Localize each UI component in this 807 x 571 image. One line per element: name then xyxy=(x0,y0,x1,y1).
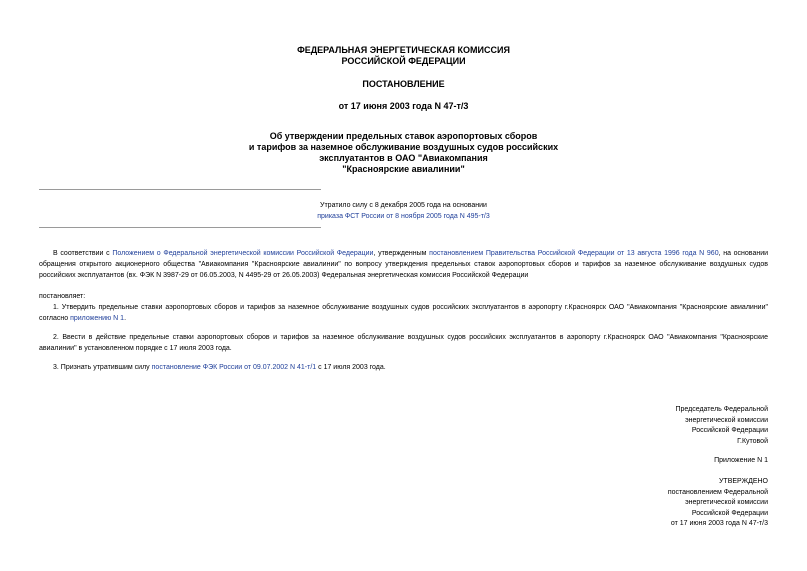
divider-bottom xyxy=(39,227,321,228)
signature-line3: Российской Федерации xyxy=(691,427,768,434)
signature-name: Г.Кутовой xyxy=(737,437,768,445)
preamble-paragraph: В соответствии с Положением о Федеральной энергетической комиссии Российской Федерации, утвержденным постановлением Правительства Российской Федерации от 13 августа 1996 года N 960, на основании обращения открытого акционерного общества "Авиакомпания "Красноярские авиалинии" по вопросу утверждения предельных ставок аэропортовых сборов и тарифов за наземное обслуживание воздушных судов российских эксплуатантов (вх. ФЭК N 3987-29 от 06.05.2003, N 4495-29 от 26.05.2003) Федеральная энергетическая комиссия Российской Федерации xyxy=(39,250,769,279)
preamble-link-regulation[interactable]: Положением о Федеральной энергетической комиссии Российской Федерации xyxy=(112,250,374,257)
doc-type: ПОСТАНОВЛЕНИЕ xyxy=(362,79,445,89)
appendix-line4: Российской Федерации xyxy=(691,509,768,517)
item-3: 3. Признать утратившим силу постановление ФЭК России от 09.07.2002 N 41-т/1 с 17 июля 2003 года. xyxy=(53,364,386,371)
item-1: 1. Утвердить предельные ставки аэропортовых сборов и тарифов за наземное обслуживание воздушных судов российских эксплуатантов в аэропорту г.Красноярск ОАО "Авиакомпания "Красноярские авиалинии" согласно приложению N 1. xyxy=(39,304,768,322)
divider-top xyxy=(39,189,321,190)
resolves-label: постановляет: xyxy=(39,293,86,300)
status-note-line2 xyxy=(0,211,807,222)
appendix-approved: УТВЕРЖДЕНО xyxy=(718,478,768,485)
item-1-appendix-link[interactable]: приложению N 1 xyxy=(70,315,125,322)
title-line4: "Красноярские авиалинии" xyxy=(342,164,465,174)
appendix-line2: постановлением Федеральной xyxy=(667,488,768,496)
signature-block xyxy=(675,405,768,447)
item-3-decree-link[interactable]: постановление ФЭК России от 09.07.2002 N 41-т/1 xyxy=(151,364,317,371)
appendix-line5: от 17 июня 2003 года N 47-т/3 xyxy=(670,520,768,527)
appendix-label: Приложение N 1 xyxy=(714,457,768,464)
status-note-line1: Утратило силу с 8 декабря 2005 года на основании xyxy=(320,202,487,209)
preamble-link-government-decree[interactable]: постановлением Правительства Российской Федерации от 13 августа 1996 года N 960 xyxy=(429,250,719,257)
signature-line1: Председатель Федеральной xyxy=(675,406,768,413)
appendix-approval-block xyxy=(668,477,768,530)
title-line2: и тарифов за наземное обслуживание воздушных судов российских xyxy=(248,142,559,152)
item-2: 2. Ввести в действие предельные ставки аэропортовых сборов и тарифов за наземное обслуживание воздушных судов российских эксплуатантов в аэропорту г.Красноярск ОАО "Авиакомпания "Красноярские авиалинии" в установленном порядке с 17 июля 2003 года. xyxy=(39,334,768,352)
doc-date-number: от 17 июня 2003 года N 47-т/3 xyxy=(338,101,469,111)
org-name-line2: РОССИЙСКОЙ ФЕДЕРАЦИИ xyxy=(341,56,466,66)
title-line1: Об утверждении предельных ставок аэропортовых сборов xyxy=(269,131,538,141)
status-note-link[interactable]: приказа ФСТ России от 8 ноября 2005 года N 495-т/3 xyxy=(317,213,490,220)
signature-line2: энергетической комиссии xyxy=(685,416,768,424)
title-line3: эксплуатантов в ОАО "Авиакомпания xyxy=(319,153,488,163)
org-name-line1: ФЕДЕРАЛЬНАЯ ЭНЕРГЕТИЧЕСКАЯ КОМИССИЯ xyxy=(297,45,510,55)
appendix-line3: энергетической комиссии xyxy=(685,499,768,506)
